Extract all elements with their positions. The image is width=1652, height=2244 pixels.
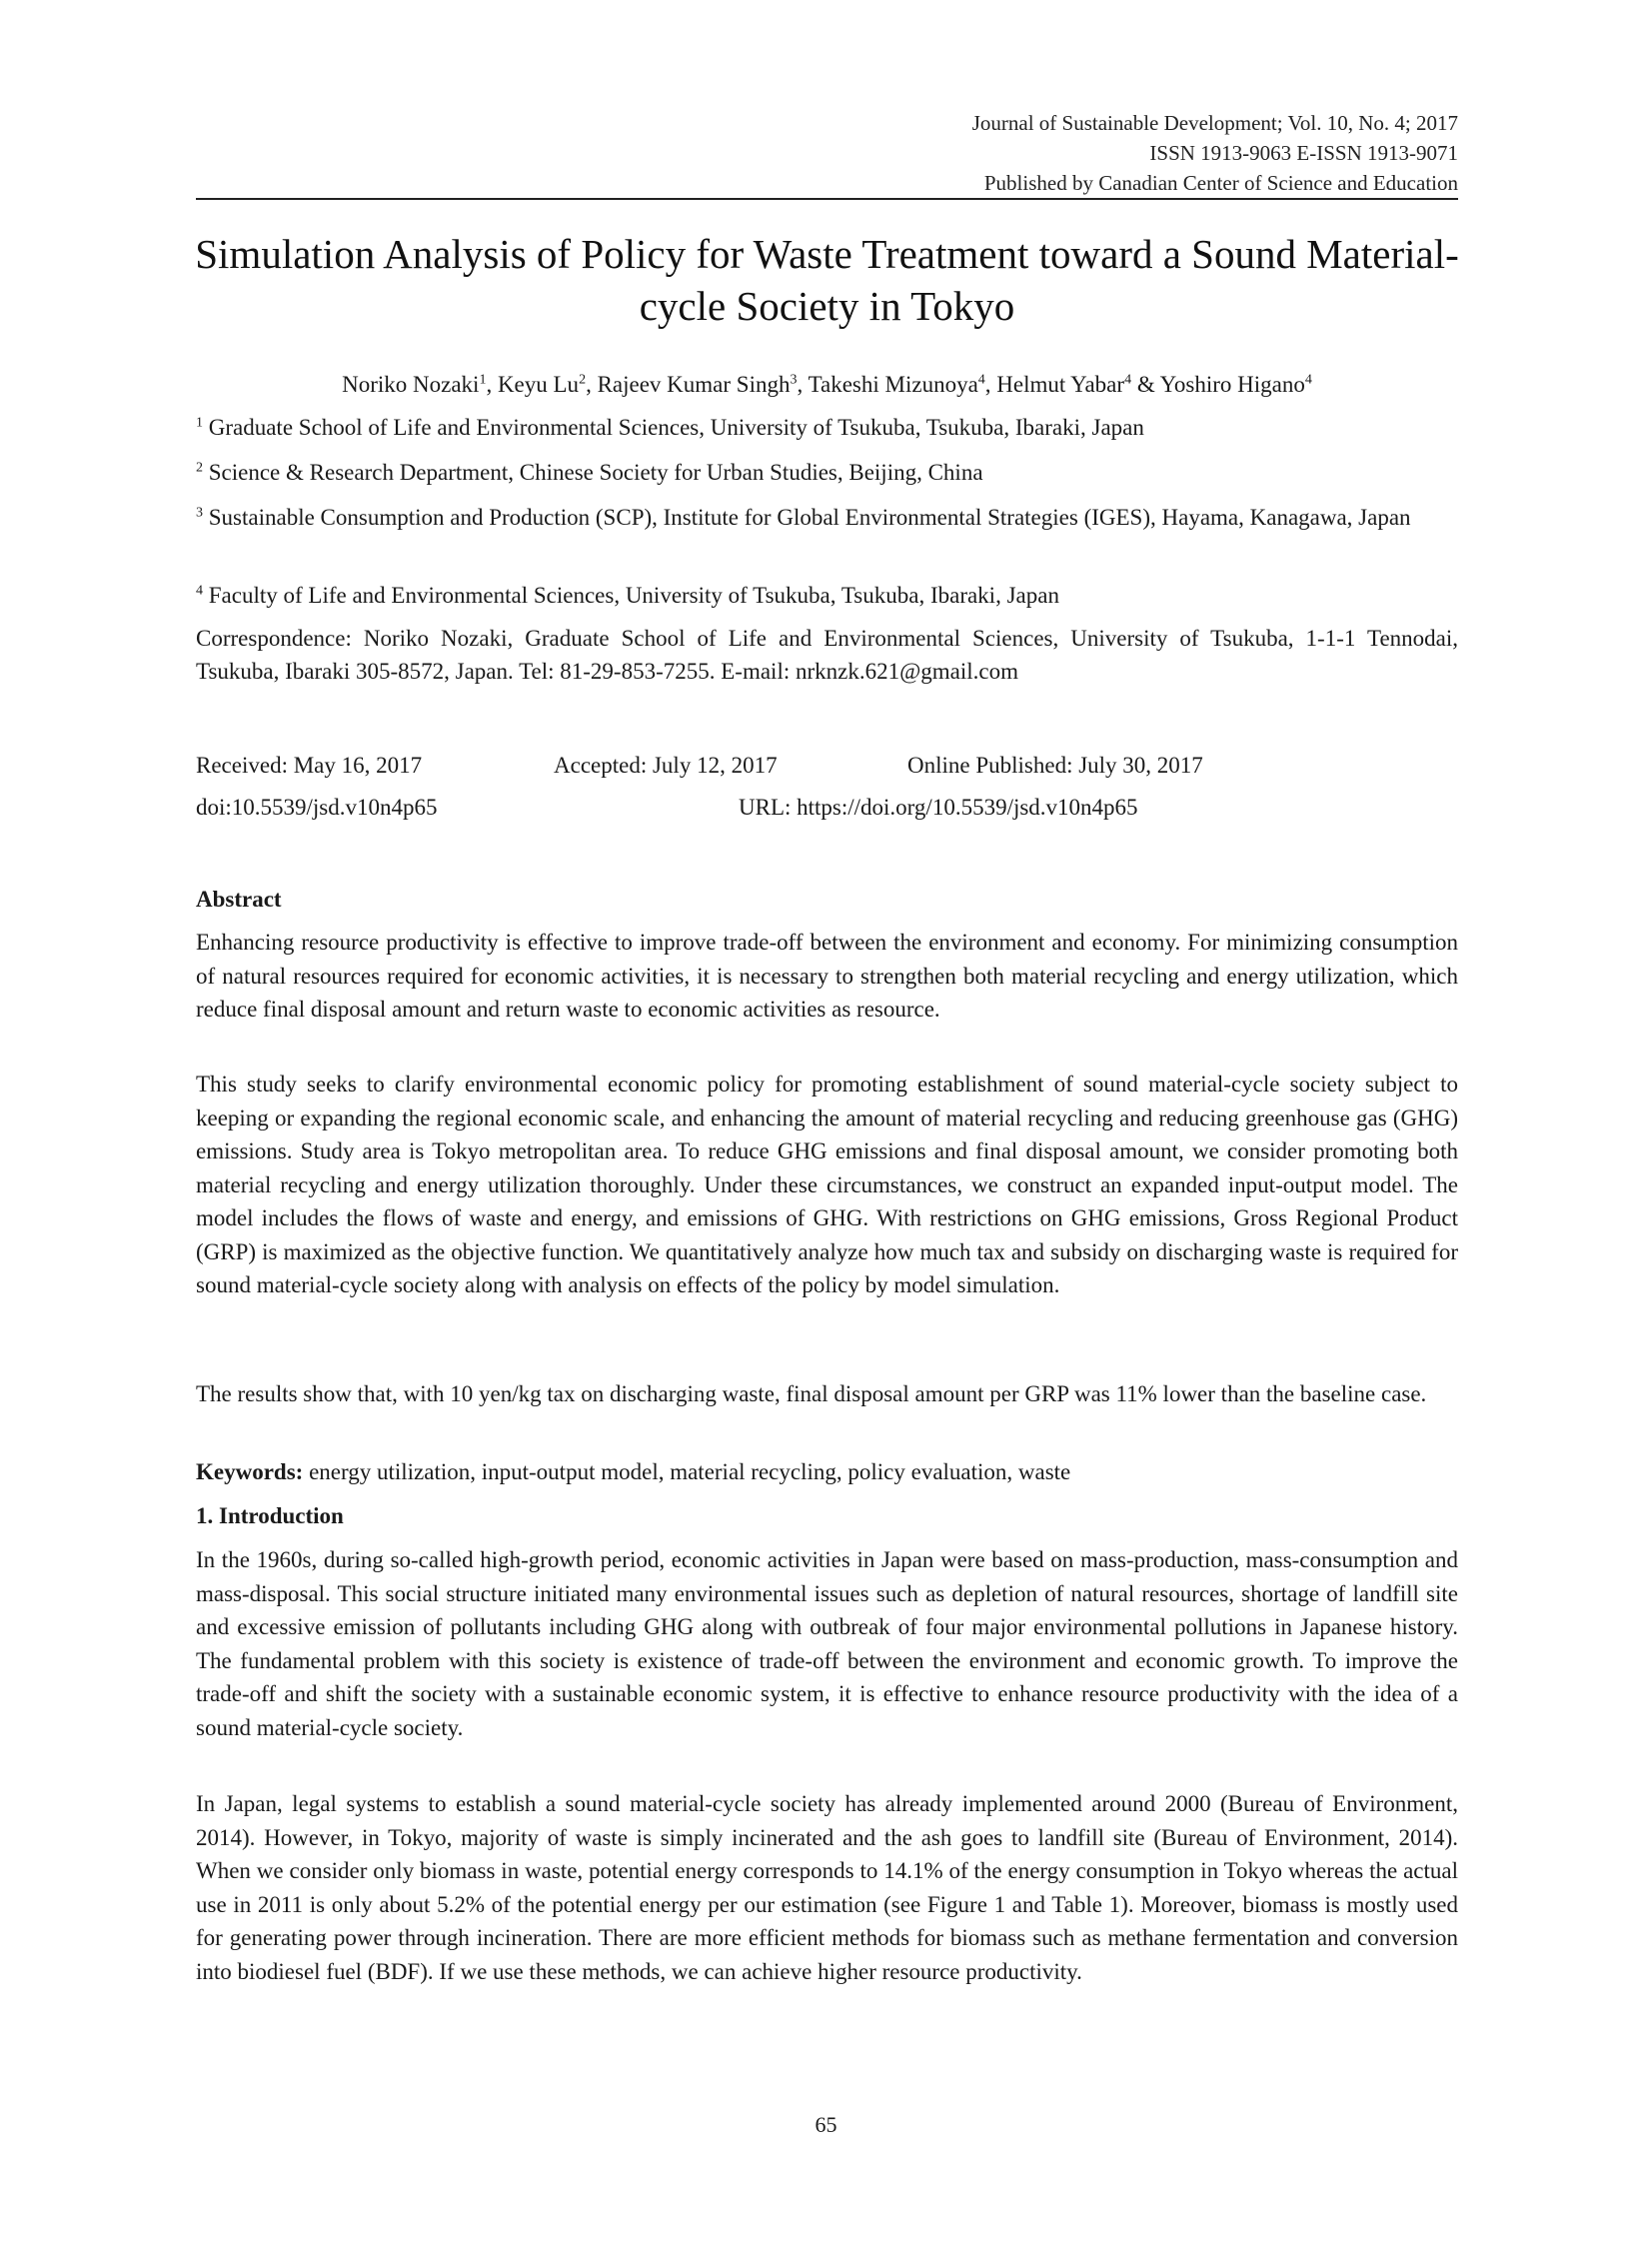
author: Keyu Lu$^2$, [497,372,598,397]
introduction-paragraph: In the 1960s, during so-called high-growth period, economic activities in Japan were based on mass-production, mass-consumption and mass-disposal. This social structure initiated many environmental issues such as depletion of natural resources, shortage of landfill site and excessive emission of pollutants including GHG along with outbreak of four major environmental pollutions in Japanese history. The fundamental problem with this society is existence of trade-off between the environment and economic growth. To improve the trade-off and shift the society with a sustainable economic system, it is effective to enhance resource productivity with the idea of a sound material-cycle society. [196,1547,1458,1740]
journal-issn: ISSN 1913-9063 E-ISSN 1913-9071 [1149,141,1458,165]
author: Takeshi Mizunoya$^4$, [808,372,997,397]
affiliation: $^1$ Graduate School of Life and Environmental Sciences, University of Tsukuba, Tsukuba, Ibaraki, Japan [196,415,1144,440]
author: Helmut Yabar$^4$ & [996,372,1160,397]
received-date: Received: May 16, 2017 [196,753,423,778]
author: Yoshiro Higano$^4$ [1159,372,1312,397]
keywords-text: energy utilization, input-output model, material recycling, policy evaluation, waste [303,1459,1071,1484]
affiliation: $^4$ Faculty of Life and Environmental Sciences, University of Tsukuba, Tsukuba, Ibaraki, Japan [196,583,1059,608]
url-link[interactable]: URL: https://doi.org/10.5539/jsd.v10n4p65 [739,795,1138,820]
correspondence: Correspondence: Noriko Nozaki, Graduate School of Life and Environmental Sciences, University of Tsukuba, 1-1-1 Tennodai, Tsukuba, Ibaraki 305-8572, Japan. Tel: 81-29-853-7255. E-mail: nrknzk.621@gmail.com [196,626,1458,684]
page-number: 65 [815,2112,837,2137]
abstract-paragraph: Enhancing resource productivity is effective to improve trade-off between the environment and economy. For minimizing consumption of natural resources required for economic activities, it is necessary to strengthen both material recycling and energy utilization, which reduce final disposal amount and return waste to economic activities as resource. [196,930,1458,1022]
accepted-date: Accepted: July 12, 2017 [554,753,778,778]
journal-publisher: Published by Canadian Center of Science and Education [983,171,1458,195]
abstract-paragraph: The results show that, with 10 yen/kg tax on discharging waste, final disposal amount per GRP was 11% lower than the baseline case. [196,1381,1427,1406]
introduction-heading: 1. Introduction [196,1503,344,1528]
author: Noriko Nozaki$^1$, [342,372,498,397]
keywords [196,1455,1458,1489]
journal-header [0,108,1458,198]
doi[interactable]: doi:10.5539/jsd.v10n4p65 [196,795,438,820]
abstract-heading: Abstract [196,887,282,912]
author: Rajeev Kumar Singh$^3$, [597,372,809,397]
introduction-paragraph: In Japan, legal systems to establish a sound material-cycle society has already implemented around 2000 (Bureau of Environment, 2014). However, in Tokyo, majority of waste is simply incinerated and the ash goes to landfill site (Bureau of Environment, 2014). When we consider only biomass in waste, potential energy corresponds to 14.1% of the energy consumption in Tokyo whereas the actual use in 2011 is only about 5.2% of the potential energy per our estimation (see Figure 1 and Table 1). Moreover, biomass is mostly used for generating power through incineration. There are more efficient methods for biomass such as methane fermentation and conversion into biodiesel fuel (BDF). If we use these methods, we can achieve higher resource productivity. [196,1791,1458,1984]
header-divider [196,198,1458,200]
paper-title: Simulation Analysis of Policy for Waste Treatment toward a Sound Material-cycle Society in Tokyo [195,231,1459,329]
published-date: Online Published: July 30, 2017 [907,753,1203,778]
abstract-paragraph: This study seeks to clarify environmental economic policy for promoting establishment of sound material-cycle society subject to keeping or expanding the regional economic scale, and enhancing the amount of material recycling and reducing greenhouse gas (GHG) emissions. Study area is Tokyo metropolitan area. To reduce GHG emissions and final disposal amount, we consider promoting both material recycling and energy utilization thoroughly. Under these circumstances, we construct an expanded input-output model. The model includes the flows of waste and energy, and emissions of GHG. With restrictions on GHG emissions, Gross Regional Product (GRP) is maximized as the objective function. We quantitatively analyze how much tax and subsidy on discharging waste is required for sound material-cycle society along with analysis on effects of the policy by model simulation. [196,1072,1458,1297]
affiliation: $^2$ Science & Research Department, Chinese Society for Urban Studies, Beijing, China [196,460,983,485]
affiliation: $^3$ Sustainable Consumption and Production (SCP), Institute for Global Environmental Strategies (IGES), Hayama, Kanagawa, Japan [196,505,1411,530]
author-list [196,369,1458,401]
journal-citation: Journal of Sustainable Development; Vol. 10, No. 4; 2017 [971,111,1458,135]
keywords-label: Keywords: [196,1459,304,1484]
